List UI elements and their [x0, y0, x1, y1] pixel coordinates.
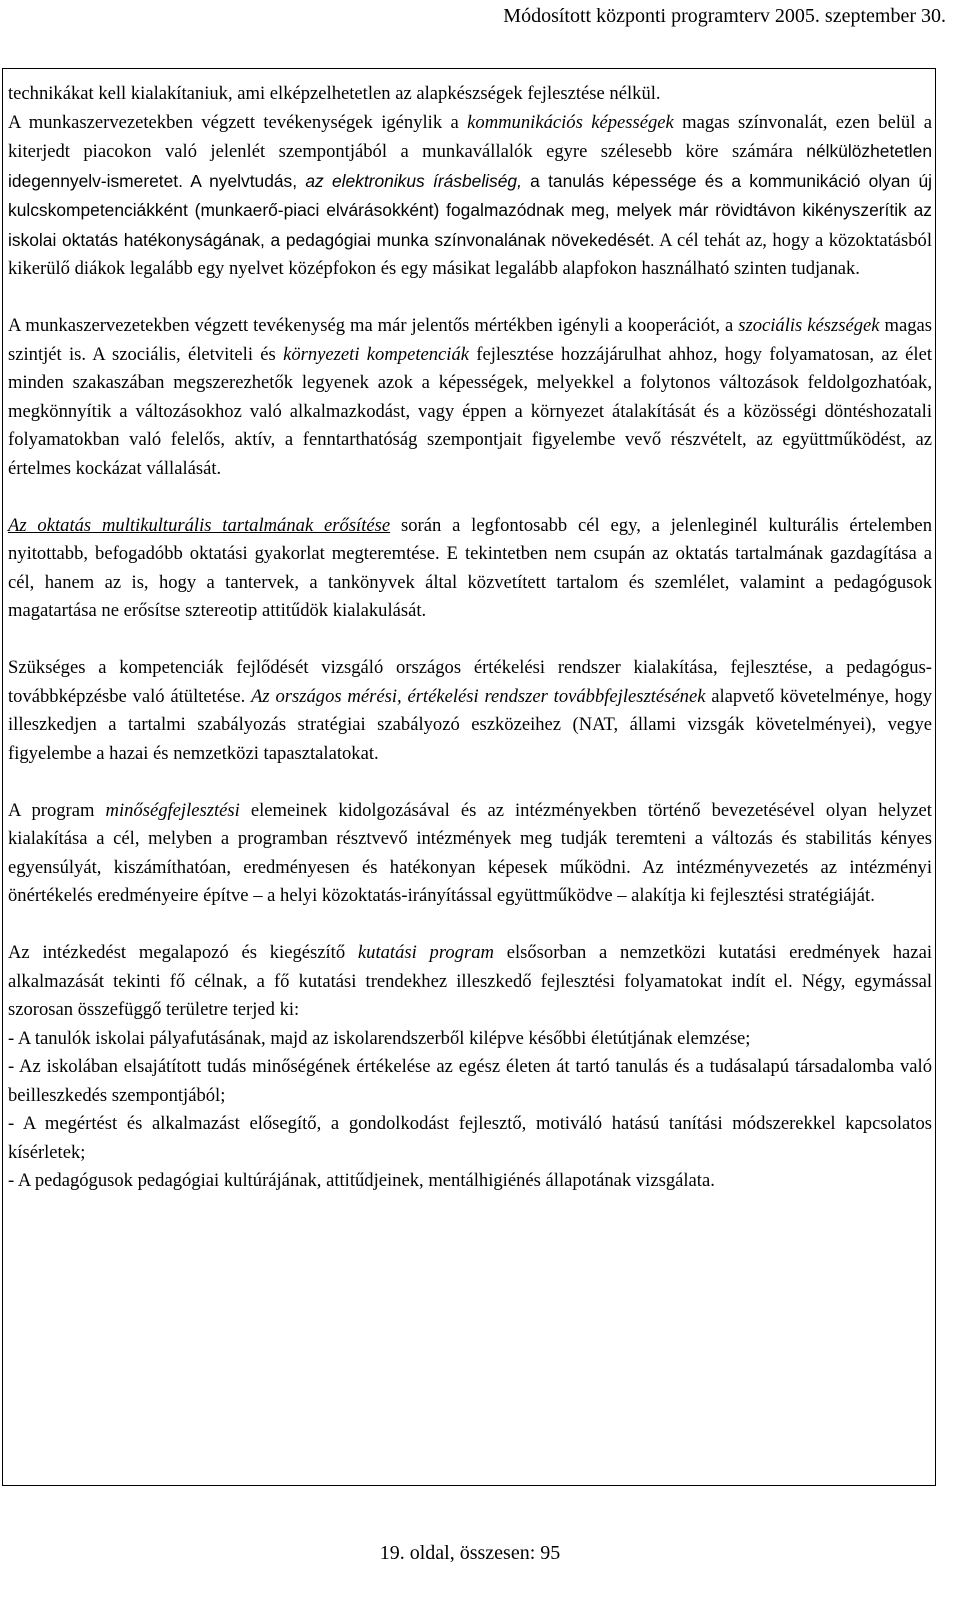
page-header: Módosított központi programterv 2005. szeptember 30.	[503, 5, 946, 27]
paragraph	[8, 80, 932, 109]
text-run: fejlesztése hozzájárulhat ahhoz, hogy folyamatosan, az élet minden szakaszában megszerezhetők legyenek azok a képességek, melyekkel a folytonos változások feldolgozhatóak, megkönnyítik a változásokhoz való alkalmazkodást, vagy éppen a környezet átalakítását és a közösségi döntéshozatali folyamatokban való felelős, aktív, a fenntarthatóság szempontjait figyelembe vevő részvételt, az együttműködést, az értelmes kockázat vállalását.	[8, 343, 933, 479]
text-run: alapvető követelménye, hogy illeszkedjen a tartalmi szabályozás stratégiai szabályozó eszközeihez (NAT, állami vizsgák követelményei), vegye figyelembe a hazai és nemzetközi tapasztalatokat.	[8, 685, 932, 764]
text-run: a tanulás képessége és a kommunikáció olyan új kulcskompetenciákként (munkaerő-piaci elvárásokként) fogalmazódnak meg, melyek már rövidtávon kikényszerítik az iskolai oktatás hatékonyságának, a pedagógiai munka színvonalának növekedését.	[8, 170, 932, 250]
paragraph	[8, 654, 932, 768]
paragraph	[8, 1025, 932, 1054]
text-run: Az intézkedést megalapozó és kiegészítő	[8, 942, 358, 963]
text-run: Szükséges a kompetenciák fejlődését vizsgáló országos értékelési rendszer kialakítása, fejlesztése, a pedagógus-továbbképzésbe való átültetése.	[8, 657, 932, 707]
text-run: magas szintjét is. A szociális, életviteli és	[8, 315, 932, 365]
text-run: - A megértést és alkalmazást elősegítő, a gondolkodást fejlesztő, motiváló hatású tanítási módszerekkel kapcsolatos kísérletek;	[8, 1113, 932, 1163]
emphasized-text: Az oktatás multikulturális tartalmának erősítése	[8, 514, 391, 536]
page-footer: 19. oldal, összesen: 95	[379, 1542, 561, 1564]
text-run: - Az iskolában elsajátított tudás minőségének értékelése az egész életen át tartó tanulás és a tudásalapú társadalomba való beilleszkedés szempontjából;	[8, 1056, 932, 1106]
text-run: technikákat kell kialakítaniuk, ami elképzelhetetlen az alapkészségek fejlesztése nélkül.	[8, 83, 661, 104]
text-run: A program	[8, 799, 106, 821]
paragraph	[8, 1053, 932, 1110]
paragraph	[8, 512, 932, 626]
emphasized-text: kommunikációs képességek	[467, 111, 674, 133]
emphasized-text: szociális készségek	[738, 315, 880, 336]
text-run: elsősorban a nemzetközi kutatási eredmények hazai alkalmazását tekinti fő célnak, a fő kutatási trendekhez illeszkedő fejlesztési folyamatokat indít el. Négy, egymással szorosan összefüggő területre terjed ki:	[8, 942, 932, 1020]
text-run: A munkaszervezetekben végzett tevékenység ma már jelentős mértékben igényli a kooperációt, a	[8, 315, 739, 336]
text-run: - A tanulók iskolai pályafutásának, majd az iskolarendszerből kilépve későbbi életútjának elemzése;	[8, 1027, 751, 1049]
document-body	[8, 80, 932, 1196]
emphasized-text: Az országos mérési, értékelési rendszer továbbfejlesztésének	[251, 685, 706, 707]
text-run: nélkülözhetetlen idegennyelv-ismeretet. A nyelvtudás,	[8, 141, 932, 191]
text-run: A cél tehát az, hogy a közoktatásból kikerülő diákok legalább egy nyelvet középfokon és egy másikat legalább alapfokon használható szinten tudjanak.	[8, 229, 933, 279]
paragraph	[8, 312, 932, 483]
paragraph	[8, 797, 932, 911]
emphasized-text: kutatási program	[357, 942, 494, 963]
emphasized-text: minőségfejlesztési	[105, 799, 240, 821]
text-run: elemeinek kidolgozásával és az intézményekben történő bevezetésével olyan helyzet kialakítása a cél, melyben a programban résztvevő intézmények meg tudják teremteni a változás és stabilitás kényes egyensúlyát, kiszámíthatóan, eredményesen és hatékonyan képesek működni. Az intézményvezetés az intézményi önértékelés eredményeire építve – a helyi közoktatás-irányítással együttműködve – alakítja ki fejlesztési stratégiáját.	[8, 799, 932, 906]
paragraph	[8, 939, 932, 1025]
paragraph	[8, 1167, 932, 1196]
paragraph	[8, 1110, 932, 1167]
text-run: A munkaszervezetekben végzett tevékenységek igénylik a	[8, 111, 468, 133]
text-run: magas színvonalát, ezen belül a kiterjedt piacokon való jelenlét szempontjából a munkavállalók egyre szélesebb köre számára	[8, 111, 933, 162]
emphasized-text: környezeti kompetenciák	[283, 343, 470, 365]
emphasized-text: az elektronikus írásbeliség,	[305, 170, 522, 191]
text-run: - A pedagógusok pedagógiai kultúrájának, attitűdjeinek, mentálhigiénés állapotának vizsgálata.	[8, 1170, 715, 1191]
paragraph	[8, 109, 932, 284]
text-run: során a legfontosabb cél egy, a jelenleginél kulturális értelemben nyitottabb, befogadóbb oktatási gyakorlat megteremtése. E tekintetben nem csupán az oktatás tartalmának gazdagítása a cél, hanem az is, hogy a tantervek, a tankönyvek által közvetített tartalom és szemlélet, valamint a pedagógusok magatartása ne erősítse sztereotip attitűdök kialakulását.	[8, 514, 932, 621]
